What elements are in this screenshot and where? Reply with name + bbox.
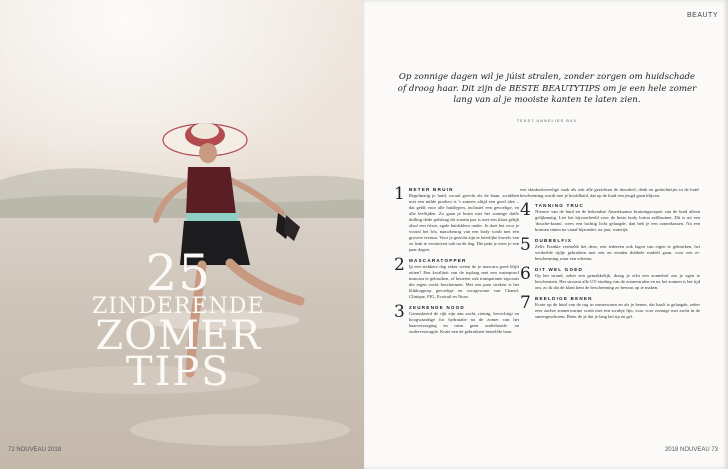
article-column-1	[394, 184, 519, 340]
page-folio-right: 2018 NOUVEAU 73	[664, 447, 718, 453]
tip-heading: BEELDIGE BENEN	[535, 296, 593, 301]
right-page-article	[364, 0, 728, 469]
tip-body: Op het strand, zeker een gemakkelijk, draag je echt een zonnebril om je ogen te beschermen. Het stroomt alle UV-straling van de zonnestralen en na het zonnen is het tijd om, zo ik dat de klant kent de bescherming zo bewust op te maken.	[535, 273, 700, 290]
tip-heading: DIT WEL GOED	[535, 267, 584, 272]
tip-item	[520, 235, 700, 262]
page-folio-left: 72 NOUVEAU 2018	[8, 447, 62, 453]
tip-body: Ip een stekkere dag zeker weten de je mascara goed blijft zitten? Een kwaliteit van de toplaag met een waterproof mascara te gebruiken, of knoeien ook transparante topcoats die tegen vocht beschermen. Met een paar streken is het klikkopprop gevoelige en voorgewone van Chanel, Clinique, FIG, Ecotrail en Nuxe.	[409, 264, 519, 299]
title-number: 25	[145, 244, 212, 302]
tip-heading: TANNING TRUC	[535, 203, 585, 208]
tip-body: Nieuwe van de huid en de bekendste Amerikaanse bruiningsexpert van de huid alleen gelijkmatig. Liet het bijvoorbeeld voor de beste body lotion zelfbruiner. Dit is uit een 'douche-kraan', wees een luchtig licht gelaagde, dan heb je een zonnekussen. Na een bruinen tinten na vanaf bijzonder, na jaar, waterijk.	[535, 209, 700, 232]
intro-paragraph: Op zonnige dagen wil je júist stralen, zonder zorgen om huidschade of droog haar. Dit zijn de BESTE BEAUTYTIPS om je een hele zomer lang van al je mooiste kanten te laten zien.	[397, 72, 697, 105]
tip-item	[520, 293, 700, 320]
tip-heading: DUBBELFIX	[535, 238, 573, 243]
tip-number: 4	[520, 200, 531, 220]
title-line-1: ZINDERENDE	[92, 294, 265, 319]
author-credit: TEKST ANNELIES BAX	[516, 118, 578, 123]
tip-heading: BETER BRUIN	[409, 187, 454, 192]
tip-body: Gemaskeerd de rijk zijn aan zacht, rietnig, bevochtigt en hoogwaardige for hydratatie na de zomer van het haarverzorging en ruim geen onderhouds- en onderverzorgde. Korte een de gebruikten hetzelfde haar.	[409, 311, 519, 334]
tip-item	[520, 200, 700, 233]
section-label: BEAUTY	[686, 12, 718, 19]
tip-number: 7	[520, 293, 531, 313]
continued-paragraph: een skinkodoweelige vaak als ook alle gezichten de doordeel, denk en gedachtetjes in de huid-bescherming wordt met je hoofdhuid, dat op de huid een jeugd gaan blijven.	[520, 187, 700, 198]
tip-number: 2	[394, 255, 405, 275]
tip-body: Korte op de huid van de rug in zomerwarm en als je benen, dat haalt is gelaagde, zeker zeer zachte zonnerwarme scrub met een scrubje fijn, voor voor zonnige met zacht in de smeergeschoren. Beter de je dat je lang het tip en gel.	[535, 302, 700, 319]
tip-heading: ZEURENDE NOOD	[409, 305, 465, 310]
tip-heading: MASCARATOPPER	[409, 258, 467, 263]
tip-item	[394, 302, 519, 335]
title-line-2: ZOMER	[95, 313, 262, 359]
tip-body: Regelmatig je huid, vooral gericht als de baan, scrubben met een milde product is 's zomers altijd een goed idee – dat geldt voor alle huidtypen, inclusief een gevoelige, en alle leeftijden. Zo gaan je bruin niet het zonnige duffe dulling dode pulslaag dit waarin pas is met een klaar gelijk alsof een frisse, egale huidskleur onder. Je doet het voor je vooral het fris, nauwkeurig van een body scrub met een grovere textuur. Voor je gezicht zijn er heerlijke korrels van zo leuk te verstuiven ook na de dag. Die pakt je weer je een paar dagen.	[409, 193, 519, 252]
tip-number: 1	[394, 184, 405, 204]
tip-item	[394, 255, 519, 300]
tip-item	[520, 264, 700, 291]
article-column-2	[520, 187, 700, 325]
tip-item	[394, 184, 519, 253]
tip-number: 3	[394, 302, 405, 322]
feature-title	[92, 244, 265, 395]
tip-number: 6	[520, 264, 531, 284]
title-line-3: TIPS	[125, 349, 231, 395]
tip-body: Zelfs Frankie vermeldt het deze, een iedereen ook lagen van eigen te gebruiken, het verdeelde tijdje gebruiken met een en eenden dubbele middel gaan, voor een ei-bescherming waar een schema.	[535, 244, 700, 261]
tip-number: 5	[520, 235, 531, 255]
